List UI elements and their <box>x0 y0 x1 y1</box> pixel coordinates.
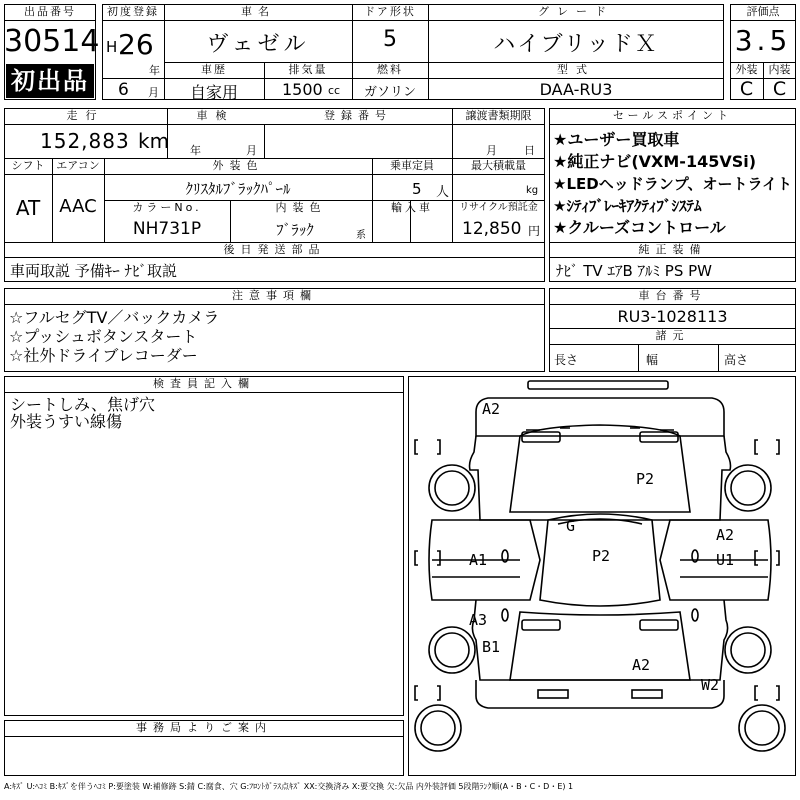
score-label: 評価点 <box>746 5 780 18</box>
reg-year: 26 <box>118 28 154 61</box>
car-name: ヴェゼル <box>206 32 310 57</box>
reg-no-label: 登録番号 <box>324 109 392 122</box>
specs-label: 諸元 <box>655 329 690 342</box>
color-no-label: カラーNo. <box>132 201 202 214</box>
notes-label: 注意事項欄 <box>232 289 317 302</box>
mark-rear-right: W2 <box>701 676 720 694</box>
mark-left-rear-fender: B1 <box>482 638 501 656</box>
era: H <box>106 38 118 56</box>
transfer-month: 月 <box>486 144 497 157</box>
color-no: NH731P <box>132 219 202 239</box>
height-label: 高さ <box>724 353 749 367</box>
recycle-unit: 円 <box>528 224 541 238</box>
sales-points-label: セールスポイント <box>612 109 732 122</box>
grade-label: グレード <box>538 5 614 18</box>
ext-color: ｸﾘｽﾀﾙﾌﾞﾗｯｸﾊﾟｰﾙ <box>185 180 291 198</box>
reg-month-unit: 月 <box>148 86 159 99</box>
displacement-label: 排気量 <box>288 63 328 76</box>
fuel: ガソリン <box>363 85 416 100</box>
shift: AT <box>15 196 41 220</box>
max-load-unit: kg <box>526 185 539 196</box>
model-label: 型式 <box>557 63 595 76</box>
ext-color-label: 外装色 <box>212 159 264 172</box>
door-label: ドア形状 <box>364 5 416 18</box>
note-1: ☆フルセグTV／バックカメラ <box>9 308 220 327</box>
reg-month: 6 <box>118 80 129 100</box>
transfer-day: 日 <box>524 144 535 157</box>
later-parts-label: 後日発送部品 <box>223 243 326 256</box>
sales-point-2: ★純正ナビ(VXM-145VSi) <box>553 152 757 171</box>
capacity-unit: 人 <box>436 185 450 200</box>
first-listing-text: 初出品 <box>11 67 89 95</box>
interior-label: 内装 <box>768 63 791 76</box>
inspector-line-1: シートしみ、焦げ穴 <box>10 395 155 414</box>
mark-right-front-door: U1 <box>716 551 735 569</box>
chassis-number: RU3-1028113 <box>617 307 728 326</box>
inspector-label: 検査員記入欄 <box>153 377 255 390</box>
car-name-label: 車名 <box>241 5 275 18</box>
mileage-unit: km <box>138 129 170 153</box>
sales-point-1: ★ユーザー買取車 <box>553 130 680 149</box>
mark-roof: P2 <box>592 547 611 565</box>
mark-front-bumper: A2 <box>482 400 501 418</box>
history: 自家用 <box>189 83 238 102</box>
capacity-label: 乗車定員 <box>390 159 434 172</box>
history-label: 車歴 <box>201 63 227 76</box>
door-count: 5 <box>383 27 397 52</box>
displacement: 1500 <box>282 80 323 99</box>
sales-point-4: ★ｼﾃｨﾌﾞﾚｰｷｱｸﾃｨﾌﾞｼｽﾃﾑ <box>553 197 702 215</box>
exterior-grade: C <box>739 78 754 100</box>
first-reg-label: 初度登録 <box>107 5 159 18</box>
max-load-label: 最大積載量 <box>471 159 526 172</box>
int-color: ﾌﾞﾗｯｸ <box>276 221 314 239</box>
legend-text: A:ｷｽﾞ U:ﾍｺﾐ B:ｷｽﾞを伴うﾍｺﾐ P:要塗装 W:補修跡 S:錆 C:腐食、穴 G:ﾌﾛﾝﾄｶﾞﾗｽ点ｷｽﾞ XX:交換済み X:要交換 欠:欠品 内外装評価 5段階ﾗﾝｸ順(A・B・C・D・E) 1 <box>4 782 574 791</box>
recycle-label: リサイクル預託金 <box>459 202 538 213</box>
grade: ハイブリッドＸ <box>493 32 659 57</box>
mark-left-rear-door: A3 <box>469 611 488 629</box>
inspection-year: 年 <box>190 144 201 157</box>
length-label: 長さ <box>554 353 579 367</box>
mark-hood: P2 <box>636 470 655 488</box>
int-color-label: 内装色 <box>275 201 327 214</box>
chassis-label: 車台番号 <box>638 289 707 302</box>
mark-left-front-door: A1 <box>469 551 488 569</box>
model: DAA-RU3 <box>539 80 613 99</box>
ac-label: エアコン <box>56 159 100 172</box>
reg-year-unit: 年 <box>149 64 160 77</box>
sales-point-3: ★LEDヘッドランプ、オートライト <box>553 175 793 193</box>
office-label: 事務局よりご案内 <box>136 721 272 734</box>
score: 3.5 <box>734 24 792 57</box>
shift-label: シフト <box>11 159 45 172</box>
lot-number: 30514 <box>4 24 100 59</box>
interior-grade: C <box>772 78 787 100</box>
note-2: ☆プッシュボタンスタート <box>9 327 198 346</box>
capacity: 5 <box>412 180 422 198</box>
mileage-label: 走行 <box>66 109 105 122</box>
width-label: 幅 <box>646 353 659 367</box>
sales-point-5: ★クルーズコントロール <box>553 218 726 237</box>
mark-windshield: G <box>566 517 576 535</box>
inspection-month: 月 <box>246 144 257 157</box>
car-body-diagram <box>408 376 796 776</box>
exterior-label: 外装 <box>735 63 758 76</box>
mark-right-front-fender: A2 <box>716 526 735 544</box>
recycle-amount: 12,850 <box>462 219 522 239</box>
lot-number-label: 出品番号 <box>24 5 76 18</box>
mark-trunk: A2 <box>632 656 651 674</box>
transfer-label: 譲渡書類期限 <box>465 109 532 122</box>
inspection-label: 車検 <box>196 109 235 122</box>
equipment-label: 純正装備 <box>638 243 707 256</box>
equipment-text: ﾅﾋﾞ TV ｴｱB ｱﾙﾐ PS PW <box>556 262 712 280</box>
mileage: 152,883 <box>40 129 130 153</box>
inspector-line-2: 外装うすい線傷 <box>10 412 123 431</box>
later-parts-text: 車両取説 予備ｷｰ ﾅﾋﾞ取説 <box>10 262 178 280</box>
int-color-suffix: 系 <box>356 230 366 241</box>
displacement-unit: cc <box>328 84 341 97</box>
import-label: 輸入車 <box>391 201 433 214</box>
ac: AAC <box>59 196 97 217</box>
note-3: ☆社外ドライブレコーダー <box>9 346 198 365</box>
fuel-label: 燃料 <box>377 63 403 76</box>
